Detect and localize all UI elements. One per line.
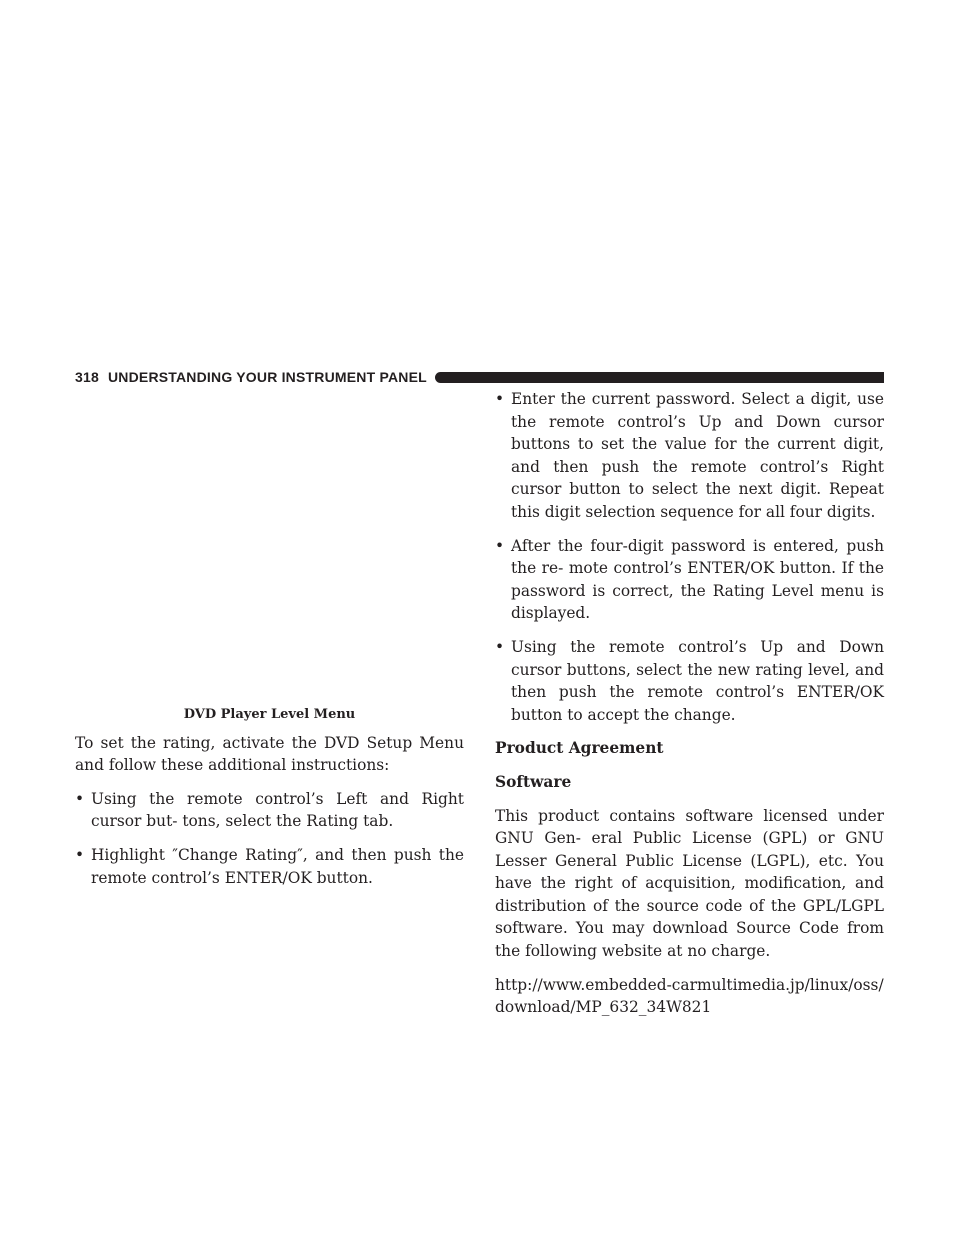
list-item	[75, 788, 464, 833]
bullet-icon: •	[75, 789, 85, 808]
url-line-1: http://www.embedded-carmultimedia.jp/linux/oss/	[495, 975, 884, 994]
list-item	[495, 388, 884, 524]
section-title: UNDERSTANDING YOUR INSTRUMENT PANEL	[107, 369, 427, 385]
figure-caption: DVD Player Level Menu	[183, 707, 356, 722]
page-header	[75, 366, 884, 388]
list-item-text: Using the remote control’s Up and Down cursor buttons, select the new rating level, and then push the remote control’s ENTER/OK button to accept the change.	[511, 637, 884, 724]
bullet-icon: •	[495, 390, 505, 408]
list-item-text: Highlight ″Change Rating″, and then push the remote control’s ENTER/OK button.	[91, 845, 464, 887]
bullet-icon: •	[495, 637, 505, 656]
list-item-text: Using the remote control’s Left and Right cursor but- tons, select the Rating tab.	[91, 789, 464, 831]
list-item-text: Enter the current password. Select a digit, use the remote control’s Up and Down cursor buttons to set the value for the current digit, and then push the remote control’s Right cursor button to select the next digit. Repeat this digit selection sequence for all four digits.	[511, 390, 884, 521]
bullet-icon: •	[495, 536, 505, 555]
right-column	[495, 388, 884, 1019]
page-number: 318	[75, 369, 99, 385]
heading-product-agreement: Product Agreement	[495, 739, 664, 758]
header-rule	[435, 372, 884, 383]
left-column	[75, 704, 464, 900]
source-code-url[interactable]	[495, 974, 884, 1019]
software-paragraph: This product contains software licensed under GNU Gen- eral Public License (GPL) or GNU Lesser General Public License (LGPL), etc. You have the right of acquisition, modification, and distribution of the source code of the GPL/LGPL software. You may download Source Code from the following website at no charge.	[495, 806, 884, 961]
list-item	[495, 636, 884, 726]
list-item	[75, 844, 464, 889]
left-bullet-list	[75, 788, 464, 889]
right-bullet-list	[495, 388, 884, 726]
intro-paragraph: To set the rating, activate the DVD Setup Menu and follow these additional instructions:	[75, 733, 464, 775]
heading-software: Software	[495, 772, 572, 791]
list-item	[495, 535, 884, 625]
bullet-icon: •	[75, 845, 85, 864]
url-line-2: download/MP_632_34W821	[495, 998, 712, 1017]
list-item-text: After the four-digit password is entered, push the re- mote control’s ENTER/OK button. If the password is correct, the Rating Level menu is displayed.	[511, 536, 884, 623]
